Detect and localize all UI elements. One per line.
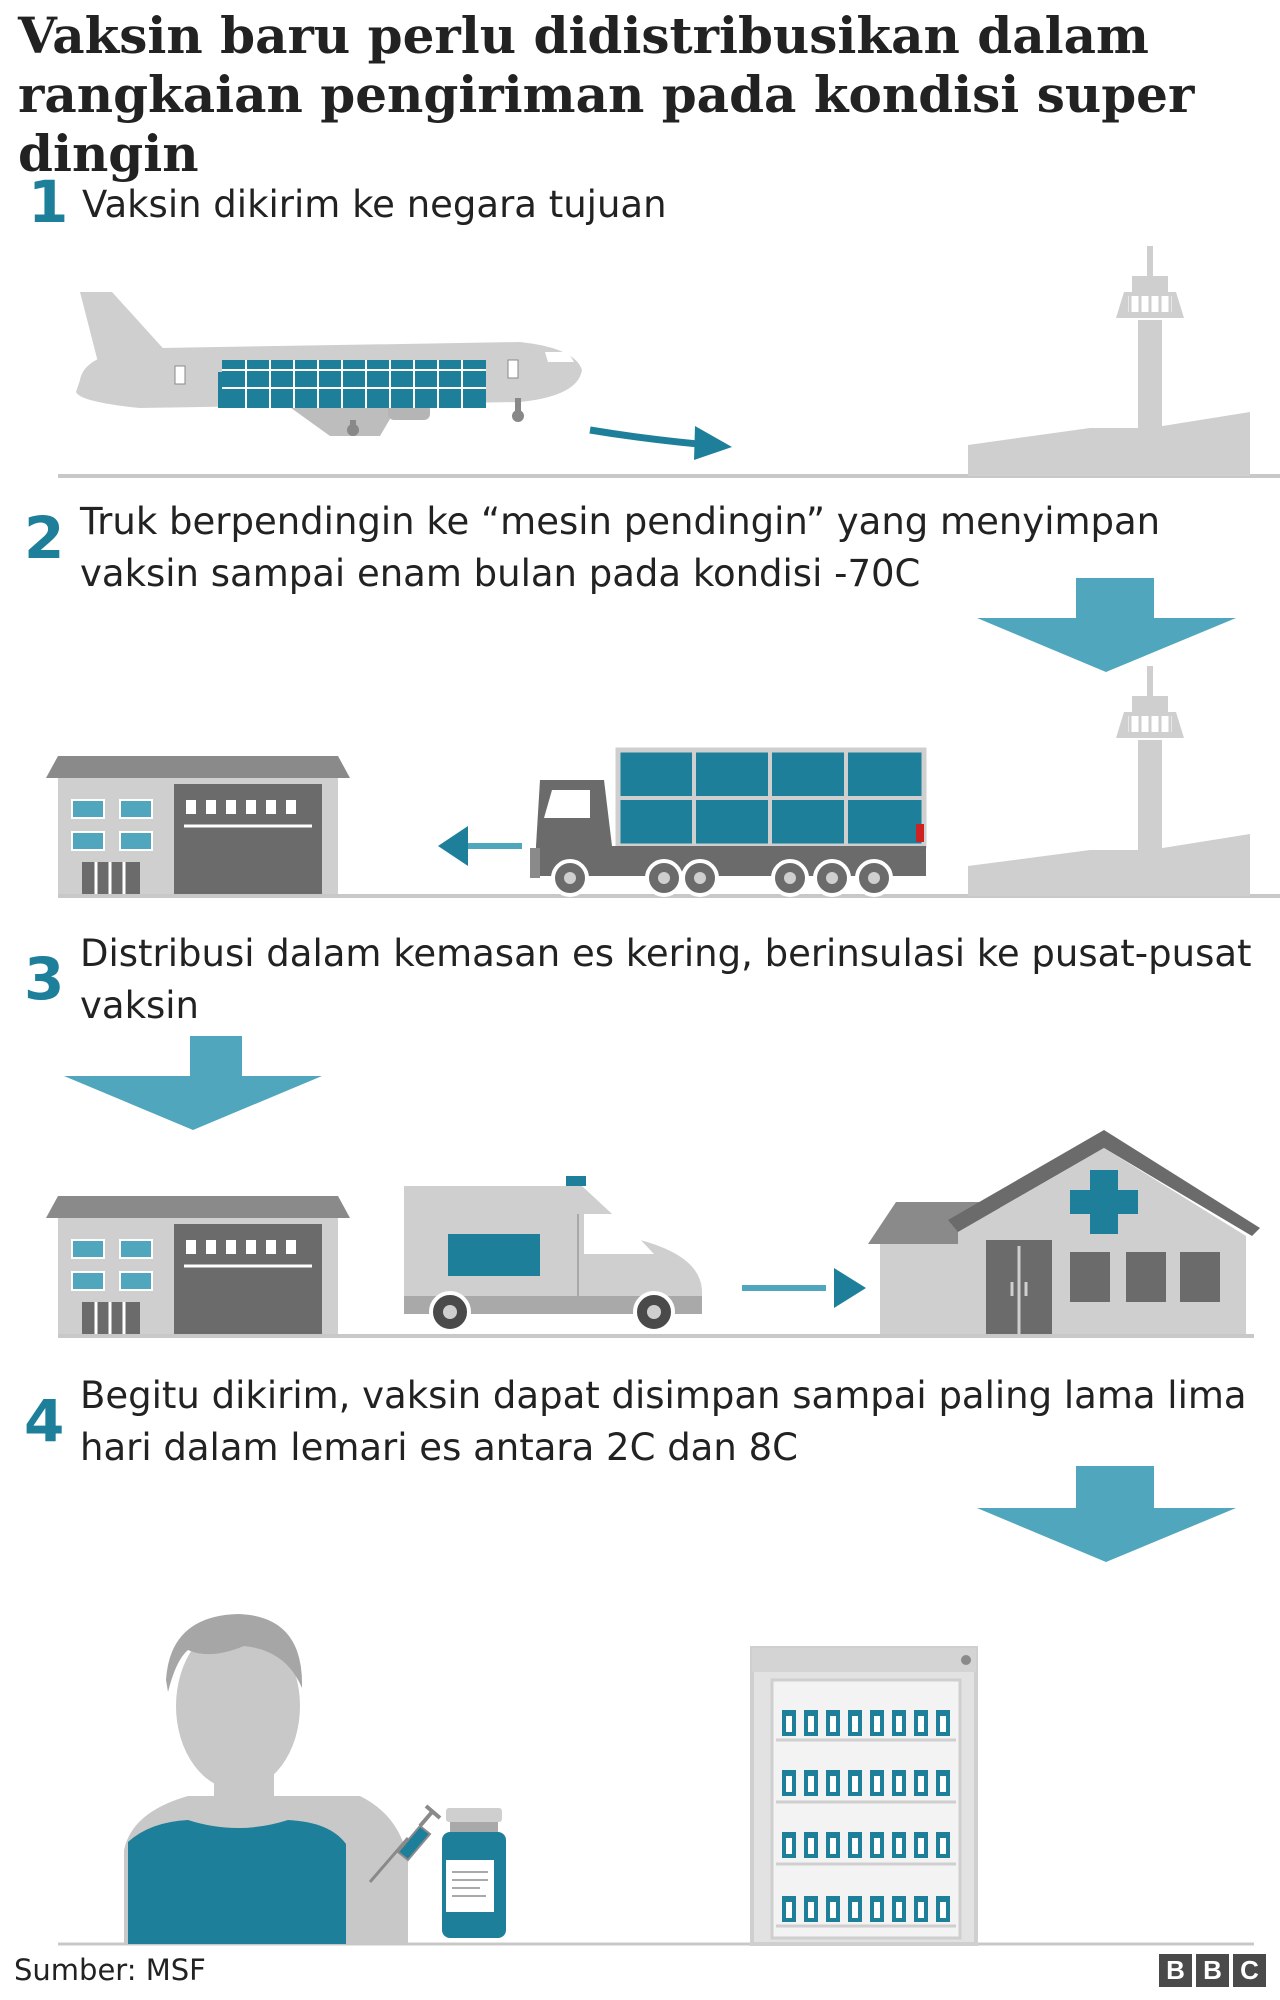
clinic-icon [868,1130,1260,1334]
logo-letter-b1: B [1159,1954,1192,1987]
step-2-number: 2 [24,504,65,572]
vial-icon [442,1808,506,1938]
person-icon [124,1614,408,1944]
warehouse-icon-2 [46,1196,350,1334]
page-title: Vaksin baru perlu didistribusikan dalam rangkaian pengiriman pada kondisi super dingin [18,6,1195,183]
arrow-down-1 [977,578,1236,672]
source-note: Sumber: MSF [14,1953,206,1987]
arrow-to-warehouse [438,826,522,866]
arrow-to-airport-head [694,426,732,460]
arrow-down-2 [64,1036,322,1130]
airplane-icon [76,292,582,436]
warehouse-icon [46,756,350,894]
step-2-text: Truk berpendingin ke “mesin pendingin” yang menyimpan vaksin sampai enam bulan pada kondisi -70C [80,500,1161,595]
control-tower-icon [968,246,1250,476]
step-1-text: Vaksin dikirim ke negara tujuan [82,183,667,226]
bbc-logo [1159,1954,1266,1987]
logo-letter-c: C [1233,1954,1266,1987]
step-4-number: 4 [24,1387,65,1455]
step-4-text: Begitu dikirim, vaksin dapat disimpan sampai paling lama lima hari dalam lemari es antara 2C dan 8C [80,1374,1247,1469]
arrow-down-3 [977,1466,1236,1562]
logo-letter-b2: B [1196,1954,1229,1987]
arrow-to-clinic [742,1268,866,1308]
van-icon [404,1176,702,1331]
truck-icon [530,750,926,895]
control-tower-icon-2 [968,666,1250,896]
fridge-icon [752,1648,976,1944]
step-3-text: Distribusi dalam kemasan es kering, berinsulasi ke pusat-pusat vaksin [80,932,1252,1027]
step-3-number: 3 [24,945,65,1013]
step-1-number: 1 [28,168,69,236]
